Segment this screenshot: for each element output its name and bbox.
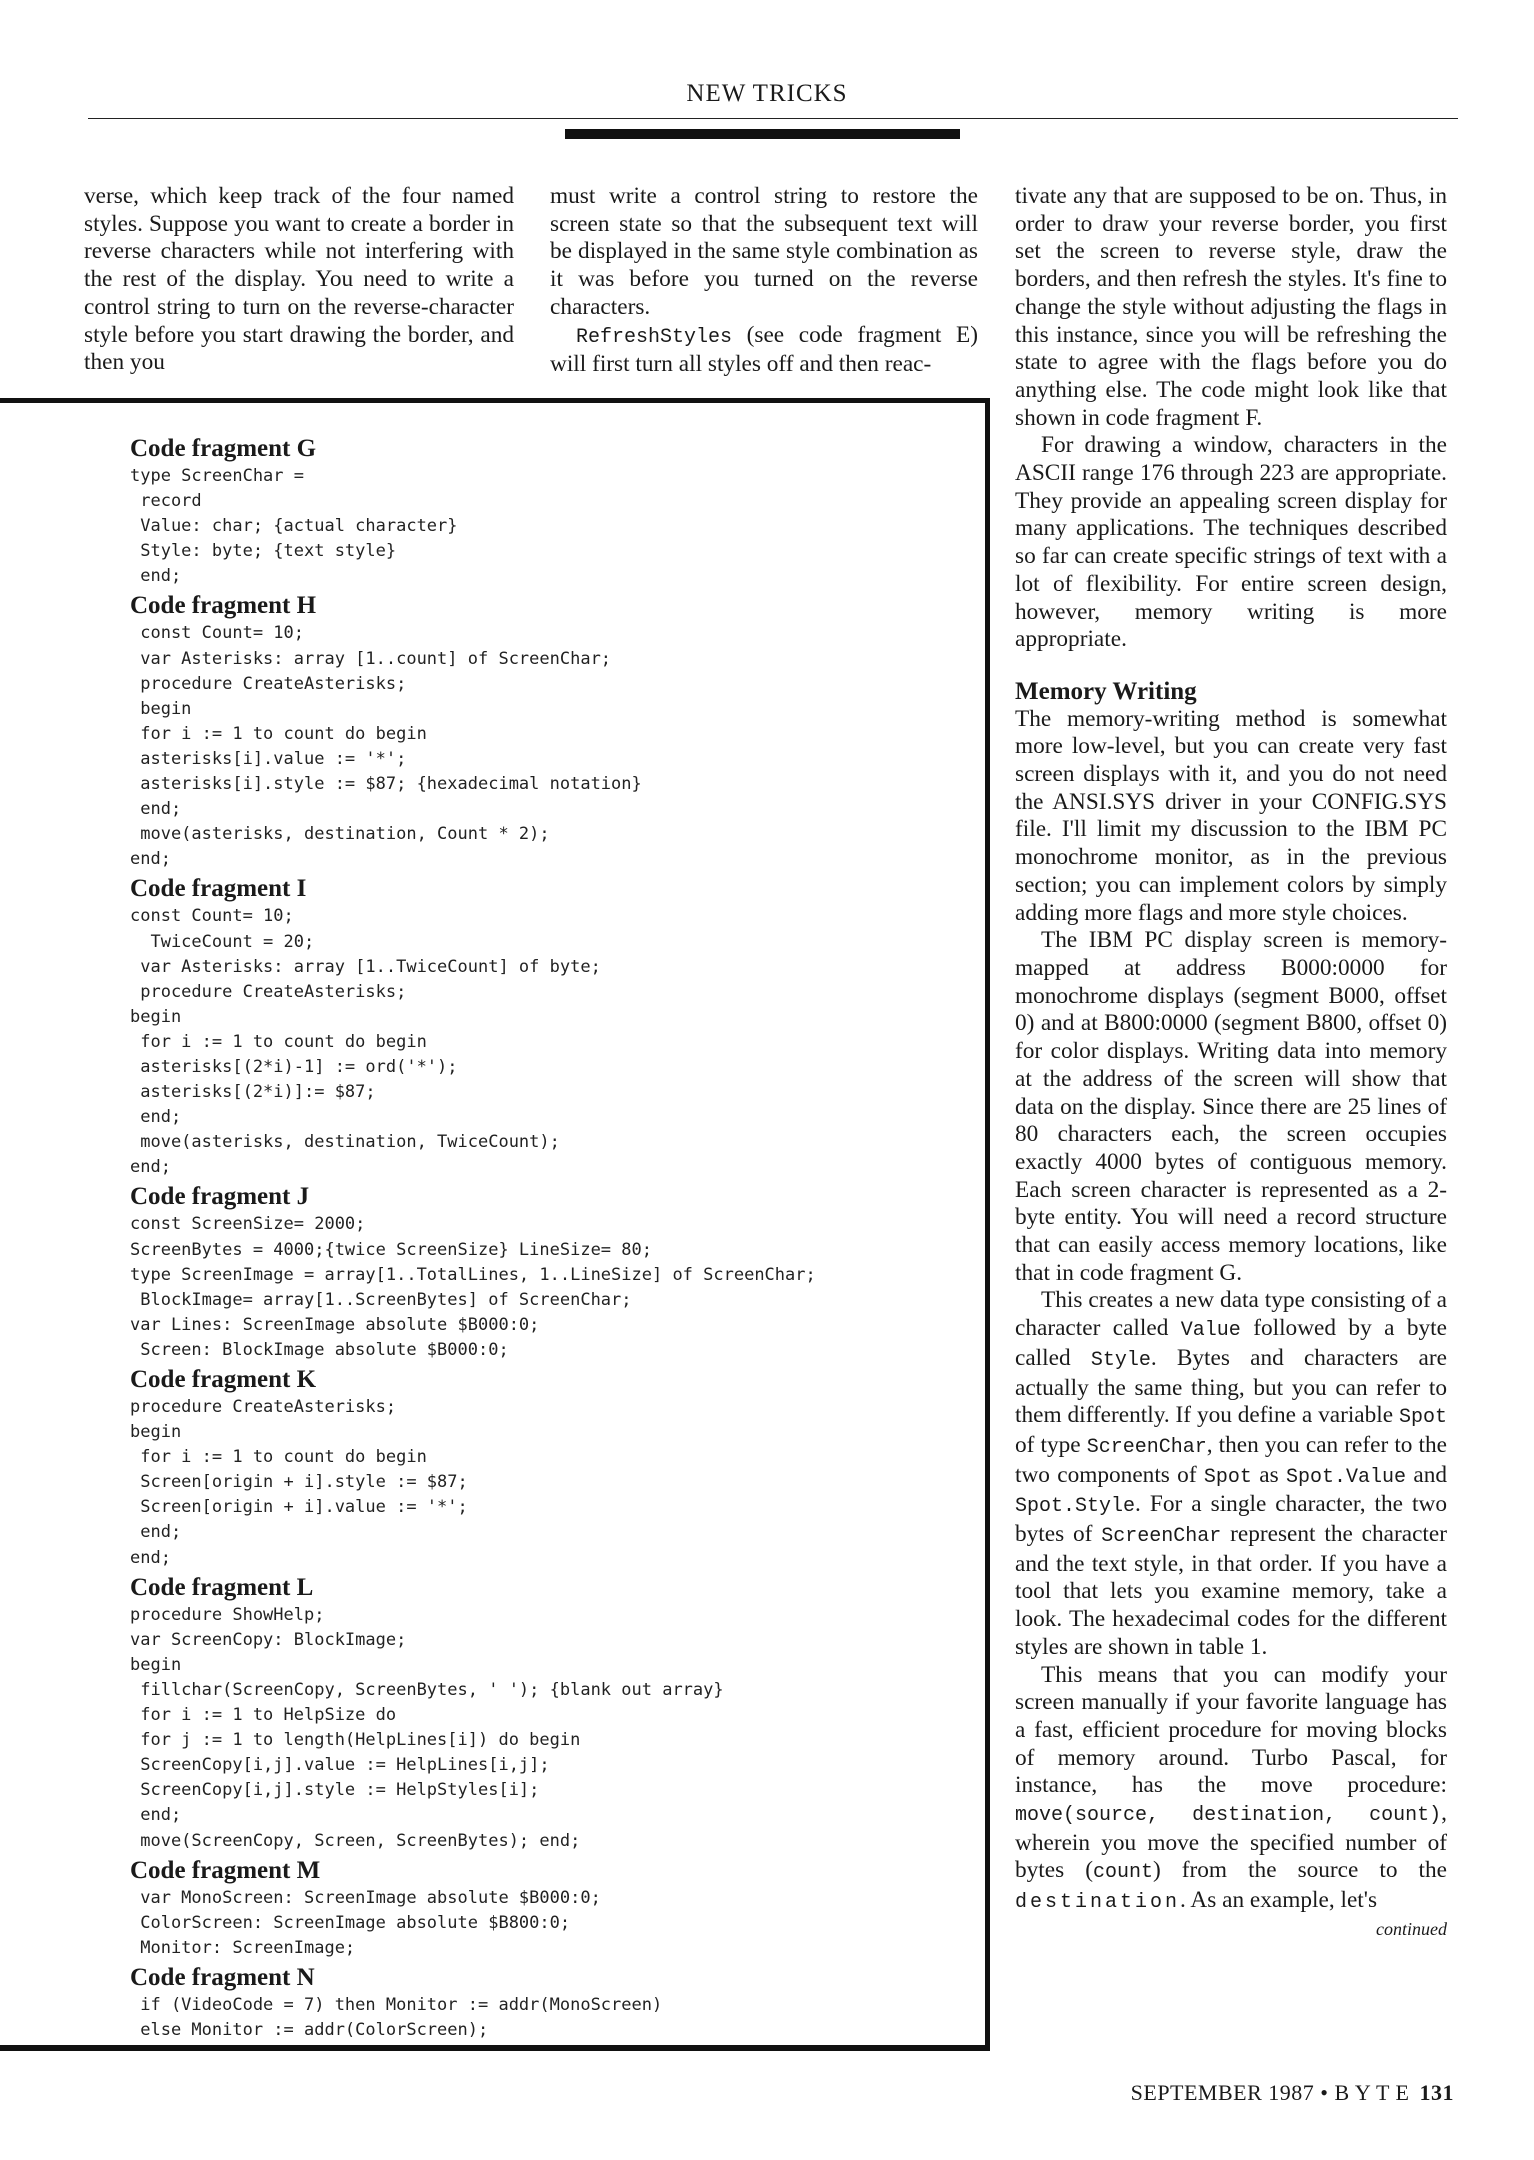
continued-note: continued	[1376, 1918, 1447, 1939]
code-line: procedure CreateAsterisks;	[130, 673, 407, 694]
code-line: var Asterisks: array [1..count] of ScreenChar;	[130, 648, 612, 669]
code-line: const Count= 10;	[130, 623, 304, 644]
code-line: asterisks[(2*i)-1] := ord('*');	[130, 1056, 458, 1077]
code-line: end;	[130, 849, 171, 870]
paragraph: must write a control string to restore the screen state so that the subsequent text will be displayed in the same style combination as it was before you turned on the reverse characters.	[550, 183, 978, 320]
column-2	[550, 183, 978, 379]
code-line: const ScreenSize= 2000;	[130, 1214, 366, 1235]
code-line: move(asterisks, destination, TwiceCount);	[130, 1132, 560, 1153]
code-line: procedure ShowHelp;	[130, 1604, 325, 1625]
code-line: type ScreenImage = array[1..TotalLines, 1..LineSize] of ScreenChar;	[130, 1264, 816, 1285]
column-1	[84, 183, 514, 377]
code-line: BlockImage= array[1..ScreenBytes] of ScreenChar;	[130, 1289, 632, 1310]
code-line: asterisks[i].style := $87; {hexadecimal notation}	[130, 774, 642, 795]
code-line: var Asterisks: array [1..TwiceCount] of byte;	[130, 956, 601, 977]
code-line: end;	[130, 799, 182, 820]
footer-issue: SEPTEMBER 1987 • B Y T E	[1130, 2080, 1410, 2105]
code-line: end;	[130, 1107, 182, 1128]
code-fragment-title: Code fragment K	[130, 1366, 317, 1393]
code-line: for i := 1 to count do begin	[130, 1447, 427, 1468]
section-heading: Memory Writing	[1015, 677, 1197, 705]
section-title: NEW TRICKS	[686, 80, 848, 107]
page-number: 131	[1419, 2080, 1454, 2105]
code-line: var ScreenCopy: BlockImage;	[130, 1629, 407, 1650]
code-line: Screen[origin + i].value := '*';	[130, 1497, 468, 1518]
paragraph: tivate any that are supposed to be on. Thus, in order to draw your reverse border, you first set the screen to reverse style, draw the borders, and then refresh the styles. It's fine to change the style without adjusting the flags in this instance, since you will be refreshing the state to agree with the flags before you do anything else. The code might look like that shown in code fragment F.	[1015, 183, 1447, 431]
paragraph: For drawing a window, characters in the ASCII range 176 through 223 are appropriate. They provide an appealing screen display for many applications. The techniques described so far can create specific strings of text with a lot of flexibility. For entire screen design, however, memory writing is more appropriate.	[1015, 432, 1447, 653]
code-line: end;	[130, 566, 182, 587]
inline-code: RefreshStyles	[576, 325, 733, 349]
code-line: procedure CreateAsterisks;	[130, 981, 407, 1002]
code-line: type ScreenChar =	[130, 466, 304, 486]
code-line: end;	[130, 1157, 171, 1178]
code-line: for j := 1 to length(HelpLines[i]) do begin	[130, 1730, 581, 1751]
code-fragment-title: Code fragment N	[130, 1963, 315, 1991]
code-line: asterisks[i].value := '*';	[130, 748, 407, 769]
code-line: end;	[130, 1805, 182, 1826]
code-line: Value: char; {actual character}	[130, 516, 458, 537]
code-line: if (VideoCode = 7) then Monitor := addr(MonoScreen)	[130, 1994, 663, 2015]
code-line: Monitor: ScreenImage;	[130, 1937, 356, 1958]
header-rule	[88, 118, 1458, 119]
code-fragment-title: Code fragment J	[130, 1183, 310, 1211]
code-line: else Monitor := addr(ColorScreen);	[130, 2019, 489, 2040]
code-line: fillchar(ScreenCopy, ScreenBytes, ' '); {blank out array}	[130, 1679, 724, 1700]
code-line: begin	[130, 698, 192, 719]
code-line: var Lines: ScreenImage absolute $B000:0;	[130, 1314, 540, 1335]
code-fragment-title: Code fragment M	[130, 1856, 321, 1884]
code-line: begin	[130, 1654, 182, 1675]
paragraph: The memory-writing method is somewhat more low-level, but you can create very fast screen displays with it, and you do not need the ANSI.SYS driver in your CONFIG.SYS file. I'll limit my discussion to the IBM PC monochrome monitor, as in the previous section; you can implement colors by simply adding more flags and more style choices.	[1015, 705, 1447, 926]
code-fragment-title: Code fragment I	[130, 875, 307, 903]
code-fragment-title: Code fragment H	[130, 592, 317, 620]
code-line: move(asterisks, destination, Count * 2);	[130, 824, 550, 845]
paragraph: This means that you can modify your screen manually if your favorite language has a fast, efficient procedure for moving blocks of memory around. Turbo Pascal, for instance, has the move procedure: move(source, destination, count), wherein you move the specified number of bytes (count) from the source to the destination. As an example, let's	[1015, 1661, 1447, 1915]
code-line: record	[130, 491, 202, 512]
code-line: asterisks[(2*i)]:= $87;	[130, 1082, 376, 1103]
code-line: begin	[130, 1006, 182, 1027]
code-line: Screen[origin + i].style := $87;	[130, 1472, 468, 1493]
code-line: var MonoScreen: ScreenImage absolute $B000:0;	[130, 1887, 601, 1908]
code-line: ScreenBytes = 4000;{twice ScreenSize} LineSize= 80;	[130, 1239, 652, 1260]
code-line: end;	[130, 1522, 182, 1543]
paragraph: RefreshStyles (see code fragment E) will first turn all styles off and then reac-	[550, 321, 978, 378]
code-line: Screen: BlockImage absolute $B000:0;	[130, 1339, 509, 1360]
code-line: for i := 1 to HelpSize do	[130, 1705, 397, 1726]
paragraph: The IBM PC display screen is memory-mapped at address B000:0000 for monochrome displays (segment B000, offset 0) and at B800:0000 (segment B800, offset 0) for color displays. Writing data into memory at the address of the screen will show that data on the display. Since there are 25 lines of 80 characters each, the screen occupies exactly 4000 bytes of contiguous memory. Each screen character is represented as a 2-byte entity. You will need a record structure that can easily access memory locations, like that in code fragment G.	[1015, 927, 1447, 1286]
code-line: for i := 1 to count do begin	[130, 1031, 427, 1052]
page-footer	[1131, 2080, 1454, 2106]
paragraph: This creates a new data type consisting of a character called Value followed by a byte called Style. Bytes and characters are actually the same thing, but you can refer to them differently. If you define a variable Spot of type ScreenChar, then you can refer to the two components of Spot as Spot.Value and Spot.Style. For a single character, the two bytes of ScreenChar represent the character and the text style, in that order. If you have a tool that lets you examine memory, take a look. The hexadecimal codes for the different styles are shown in table 1.	[1015, 1287, 1447, 1660]
code-fragment-title: Code fragment G	[130, 435, 317, 462]
code-box-right-border	[985, 398, 990, 2048]
column-3	[1015, 183, 1447, 1939]
code-line: ColorScreen: ScreenImage absolute $B800:0;	[130, 1912, 571, 1933]
code-line: ScreenCopy[i,j].value := HelpLines[i,j];	[130, 1755, 550, 1776]
code-fragment-title: Code fragment L	[130, 1573, 314, 1601]
code-box-top-border	[0, 398, 990, 403]
paragraph: verse, which keep track of the four named styles. Suppose you want to create a border in reverse characters while not interfering with the rest of the display. You need to write a control string to turn on the reverse-character style before you start drawing the border, and then you	[84, 183, 514, 376]
code-line: end;	[130, 1547, 171, 1568]
code-line: const Count= 10;	[130, 906, 294, 927]
code-line: for i := 1 to count do begin	[130, 723, 427, 744]
code-line: ScreenCopy[i,j].style := HelpStyles[i];	[130, 1780, 540, 1801]
code-line: TwiceCount = 20;	[130, 931, 315, 952]
header-bar	[565, 129, 960, 139]
code-fragments-box	[130, 432, 970, 2043]
code-line: procedure CreateAsterisks;	[130, 1397, 397, 1417]
code-line: Style: byte; {text style}	[130, 541, 397, 562]
code-box-bottom-border	[0, 2045, 990, 2051]
code-line: move(ScreenCopy, Screen, ScreenBytes); end;	[130, 1830, 581, 1851]
code-line: begin	[130, 1422, 182, 1443]
